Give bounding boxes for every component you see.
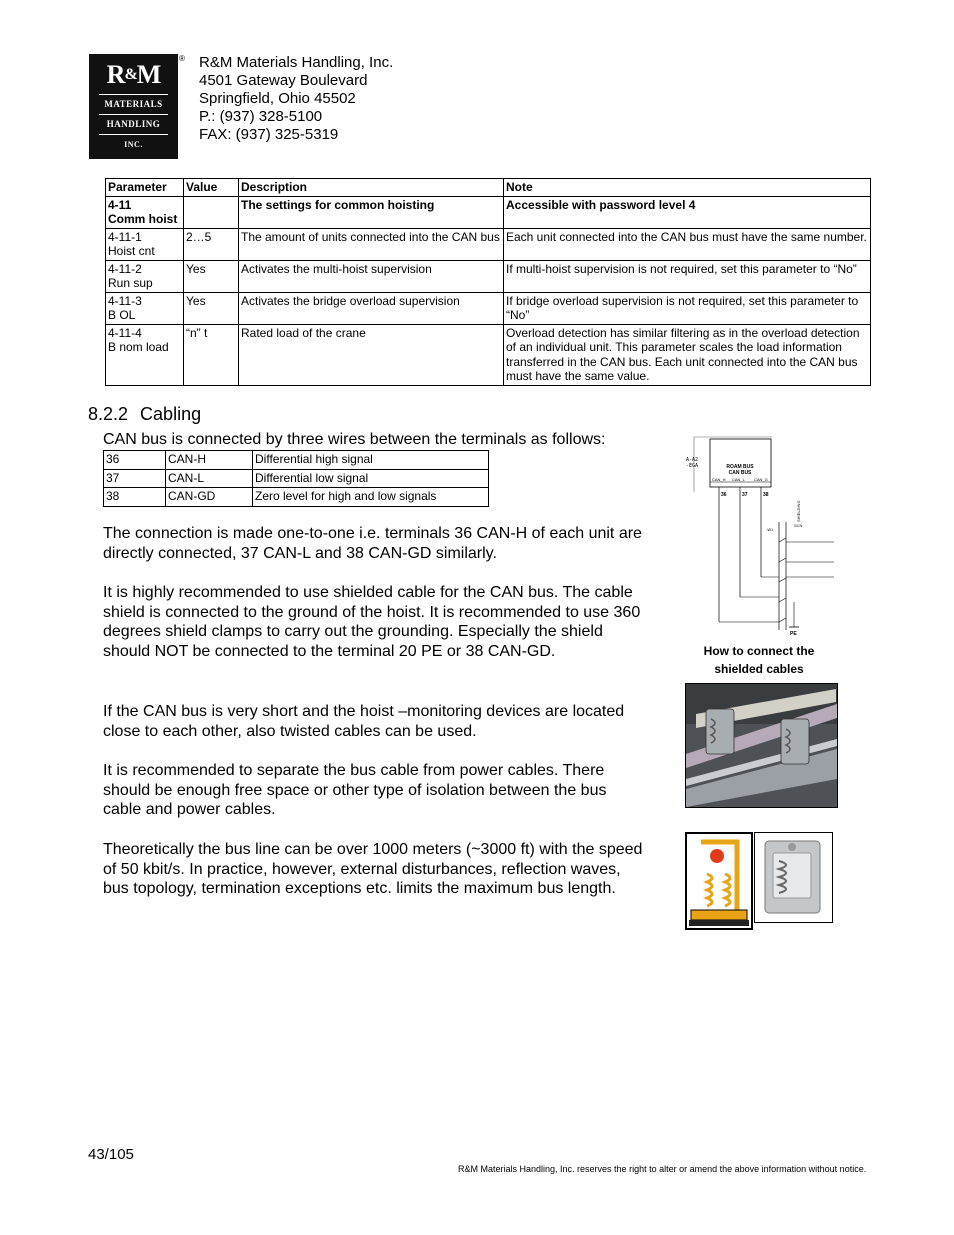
wiring-diagram — [684, 432, 834, 637]
param-id: 4-11-3 — [108, 293, 142, 308]
note-cell: If bridge overload supervision is not required, set this parameter to “No” — [504, 292, 871, 324]
terminal-description: Zero level for high and low signals — [253, 488, 489, 507]
intro-text: CAN bus is connected by three wires between the terminals as follows: — [103, 431, 606, 448]
parameter-table — [105, 178, 871, 386]
table-row — [104, 451, 489, 470]
caption-line: shielded cables — [714, 662, 804, 676]
shield-clamp-photo — [685, 683, 838, 808]
note-cell: Overload detection has similar filtering as in the overload detection of an individual unit. This parameter scales the load information transferred in the CAN bus. Each unit connected into the CAN bus must have the same value. — [504, 324, 871, 385]
box-label-1: ROAM BUS — [726, 464, 754, 470]
param-cell — [106, 260, 184, 292]
param-name: B OL — [108, 308, 136, 322]
value-cell: “n” t — [184, 324, 239, 385]
table-row — [106, 324, 871, 385]
terminal-label: 38 — [763, 492, 769, 498]
value-cell: Yes — [184, 260, 239, 292]
logo-divider — [99, 134, 168, 135]
param-id: 4-11-1 — [108, 229, 142, 244]
table-row — [104, 488, 489, 507]
param-cell — [106, 292, 184, 324]
terminal-label: 36 — [721, 492, 727, 498]
terminal-number: 38 — [104, 488, 166, 507]
paragraph: Theoretically the bus line can be over 1000 meters (~3000 ft) with the speed of 50 kbit/s. In practice, however, external disturbances, reflection waves, bus topology, termination exceptions etc. limits the maximum bus length. — [103, 841, 643, 898]
page-number: 43/105 — [88, 1146, 134, 1163]
paragraph: The connection is made one-to-one i.e. terminals 36 CAN-H of each unit are directly connected, 37 CAN-L and 38 CAN-GD similarly. — [103, 525, 642, 562]
clamp-illustration — [685, 832, 753, 930]
column-header: Description — [239, 179, 504, 197]
section-number: 8.2.2 — [88, 404, 129, 424]
company-fax: FAX: (937) 325-5319 — [199, 126, 339, 143]
company-city: Springfield, Ohio 45502 — [199, 90, 356, 107]
pe-label: PE — [790, 631, 797, 637]
company-name: R&M Materials Handling, Inc. — [199, 54, 394, 71]
description-cell: Activates the multi-hoist supervision — [239, 260, 504, 292]
terminal-number: 36 — [104, 451, 166, 470]
table-row — [106, 228, 871, 260]
description-cell: The amount of units connected into the CAN bus — [239, 228, 504, 260]
terminal-label: 37 — [742, 492, 748, 498]
table-row — [104, 469, 489, 488]
terminal-signal: CAN-H — [166, 451, 253, 470]
value-cell — [184, 196, 239, 228]
note-cell: If multi-hoist supervision is not required, set this parameter to “No” — [504, 260, 871, 292]
description-cell: Rated load of the crane — [239, 324, 504, 385]
param-name: Comm hoist — [108, 212, 178, 226]
logo-line2: HANDLING — [106, 119, 161, 129]
param-id: 4-11-4 — [108, 325, 142, 340]
description-cell: Activates the bridge overload supervision — [239, 292, 504, 324]
label-a: A-A2 — [686, 457, 699, 463]
terminal-number: 37 — [104, 469, 166, 488]
logo-line1: MATERIALS — [104, 99, 163, 109]
paragraph: It is recommended to separate the bus cable from power cables. There should be enough free space or other type of isolation between the bus cable and power cables. — [103, 762, 607, 819]
clamp-photo — [754, 832, 833, 923]
figure-caption — [684, 642, 834, 678]
note-cell: Accessible with password level 4 — [504, 196, 871, 228]
paragraph: It is highly recommended to use shielded cable for the CAN bus. The cable shield is connected to the ground of the hoist. It is recommended to use 360 degrees shield clamps to carry out the grounding. Especially the shield should NOT be connected to the terminal 20 PE or 38 CAN-GD. — [103, 584, 641, 660]
param-id: 4-11 — [108, 197, 132, 212]
param-name: Run sup — [108, 276, 153, 290]
terminal-signal: CAN-GD — [166, 488, 253, 507]
company-phone: P.: (937) 328-5100 — [199, 108, 323, 125]
terminal-description: Differential high signal — [253, 451, 489, 470]
logo-divider — [99, 114, 168, 115]
column-header: Value — [184, 179, 239, 197]
pin-label: CAN_L — [732, 477, 745, 482]
param-name: Hoist cnt — [108, 244, 155, 258]
pin-label: CAN_H — [712, 477, 726, 482]
column-header: Parameter — [106, 179, 184, 197]
terminal-table — [103, 450, 489, 507]
param-id: 4-11-2 — [108, 261, 142, 276]
paragraph: If the CAN bus is very short and the hoist –monitoring devices are located close to each other, also twisted cables can be used. — [103, 703, 625, 740]
param-name: B nom load — [108, 340, 169, 354]
value-cell: Yes — [184, 292, 239, 324]
scn-label: SCN — [794, 523, 803, 528]
pin-label: CAN_G — [754, 477, 768, 482]
company-logo — [89, 54, 178, 159]
table-row — [106, 260, 871, 292]
logo-line3: INC. — [124, 140, 143, 149]
section-heading — [88, 404, 201, 425]
footer-notice: R&M Materials Handling, Inc. reserves the right to alter or amend the above information without notice. — [458, 1164, 867, 1174]
registered-mark: ® — [179, 54, 185, 63]
table-row — [106, 196, 871, 228]
company-street: 4501 Gateway Boulevard — [199, 72, 368, 89]
note-cell: Each unit connected into the CAN bus must have the same number. — [504, 228, 871, 260]
logo-divider — [99, 94, 168, 95]
terminal-signal: CAN-L — [166, 469, 253, 488]
param-cell — [106, 196, 184, 228]
shielding-label: SHIELDING — [796, 500, 801, 522]
description-cell: The settings for common hoisting — [239, 196, 504, 228]
param-cell — [106, 324, 184, 385]
cable-label: -W1 — [766, 527, 774, 532]
label-b: -EGA — [686, 463, 699, 469]
section-title: Cabling — [140, 404, 202, 424]
caption-line: How to connect the — [703, 644, 815, 658]
terminal-description: Differential low signal — [253, 469, 489, 488]
company-address — [199, 54, 393, 144]
box-label-2: CAN BUS — [728, 470, 752, 476]
table-header-row — [106, 179, 871, 197]
param-cell — [106, 228, 184, 260]
table-row — [106, 292, 871, 324]
logo-main: R&M — [106, 60, 161, 89]
value-cell: 2…5 — [184, 228, 239, 260]
column-header: Note — [504, 179, 871, 197]
